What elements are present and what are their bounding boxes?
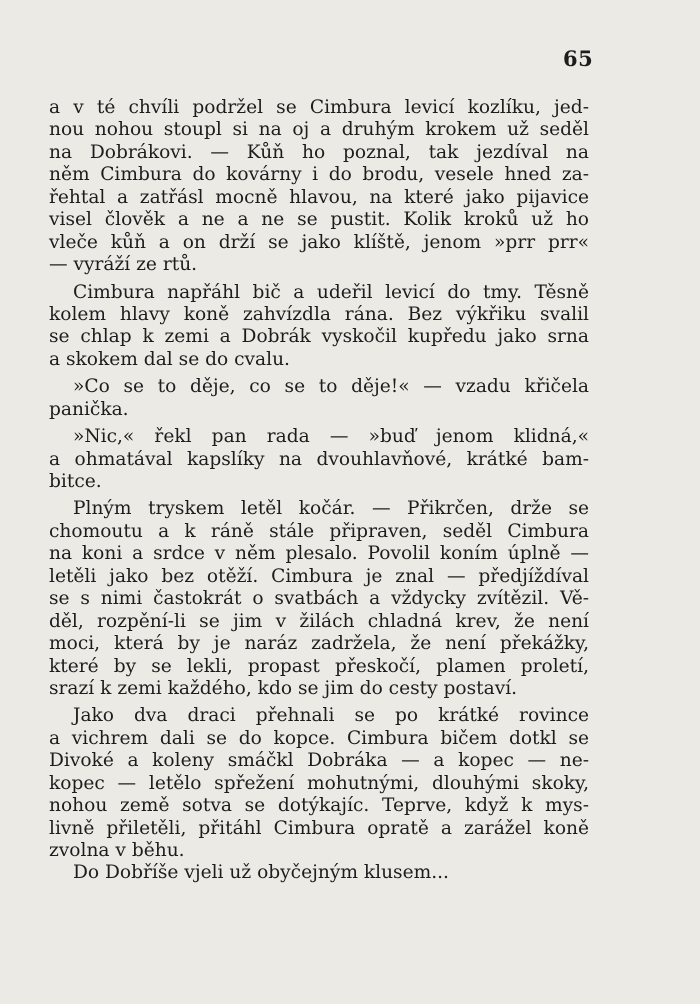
- text-line: moci, která by je naráz zadržela, že není překážky,: [49, 633, 589, 655]
- page-number: 65: [563, 46, 594, 71]
- text-line: něm Cimbura do kovárny i do brodu, vesele hned za-: [49, 164, 589, 186]
- paragraph: [49, 862, 589, 884]
- text-line: na Dobrákovi. — Kůň ho poznal, tak jezdíval na: [49, 141, 589, 163]
- body-text: [49, 97, 589, 885]
- paragraph: [49, 426, 589, 493]
- text-line: visel člověk a ne a ne se pustit. Kolik kroků už ho: [49, 209, 589, 231]
- text-line: »Co se to děje, co se to děje!« — vzadu křičela: [73, 376, 589, 398]
- text-line: livně přiletěli, přitáhl Cimbura opratě a zarážel koně: [49, 817, 589, 839]
- paragraph: [49, 282, 589, 372]
- text-line: které by se lekli, propast přeskočí, plamen proletí,: [49, 655, 589, 677]
- text-line: bitce.: [49, 471, 102, 492]
- paragraph: [49, 376, 589, 421]
- text-line: se chlap k zemi a Dobrák vyskočil kupředu jako srna: [49, 326, 589, 348]
- text-line: Divoké a koleny smáčkl Dobráka — a kopec — ne-: [49, 750, 589, 772]
- text-line: letěli jako bez otěží. Cimbura je znal — předjíždíval: [49, 565, 589, 587]
- text-line: nohou země sotva se dotýkajíc. Teprve, když k mys-: [49, 795, 589, 817]
- paragraph: [49, 498, 589, 700]
- text-line: nou nohou stoupl si na oj a druhým krokem už seděl: [49, 119, 589, 141]
- text-line: vleče kůň a on drží se jako klíště, jenom »prr prr«: [49, 231, 589, 253]
- text-line: Jako dva draci přehnali se po krátké rovince: [73, 705, 589, 727]
- text-line: »Nic,« řekl pan rada — »buď jenom klidná,«: [73, 426, 589, 448]
- text-line: kolem hlavy koně zahvízdla rána. Bez výkřiku svalil: [49, 303, 589, 325]
- text-line: a vichrem dali se do kopce. Cimbura bičem dotkl se: [49, 727, 589, 749]
- text-line: a v té chvíli podržel se Cimbura levicí kozlíku, jed-: [49, 97, 589, 118]
- text-line: Cimbura napřáhl bič a udeřil levicí do tmy. Těsně: [73, 281, 589, 303]
- text-line: srazí k zemi každého, kdo se jim do cesty postaví.: [49, 677, 518, 699]
- text-line: na koni a srdce v něm plesalo. Povolil koním úplně —: [49, 543, 589, 565]
- text-line: a skokem dal se do cvalu.: [49, 348, 290, 370]
- text-line: děl, rozpění-li se jim v žilách chladná krev, že není: [49, 610, 589, 632]
- paragraph: [49, 705, 589, 862]
- text-line: Plným tryskem letěl kočár. — Přikrčen, drže se: [73, 498, 589, 520]
- text-line: Do Dobříše vjeli už obyčejným klusem...: [73, 862, 449, 884]
- text-line: a ohmatával kapslíky na dvouhlavňové, krátké bam-: [49, 448, 589, 470]
- text-line: panička.: [49, 398, 129, 420]
- text-line: řehtal a zatřásl mocně hlavou, na které jako pijavice: [49, 186, 589, 208]
- paragraph: [49, 97, 589, 277]
- text-line: se s nimi častokrát o svatbách a vždycky zvítězil. Vě-: [49, 588, 589, 610]
- text-line: — vyráží ze rtů.: [49, 254, 198, 276]
- text-line: chomoutu a k ráně stále připraven, seděl Cimbura: [49, 520, 589, 542]
- text-line: kopec — letělo spřežení mohutnými, dlouhými skoky,: [49, 772, 589, 794]
- text-line: zvolna v běhu.: [49, 840, 185, 861]
